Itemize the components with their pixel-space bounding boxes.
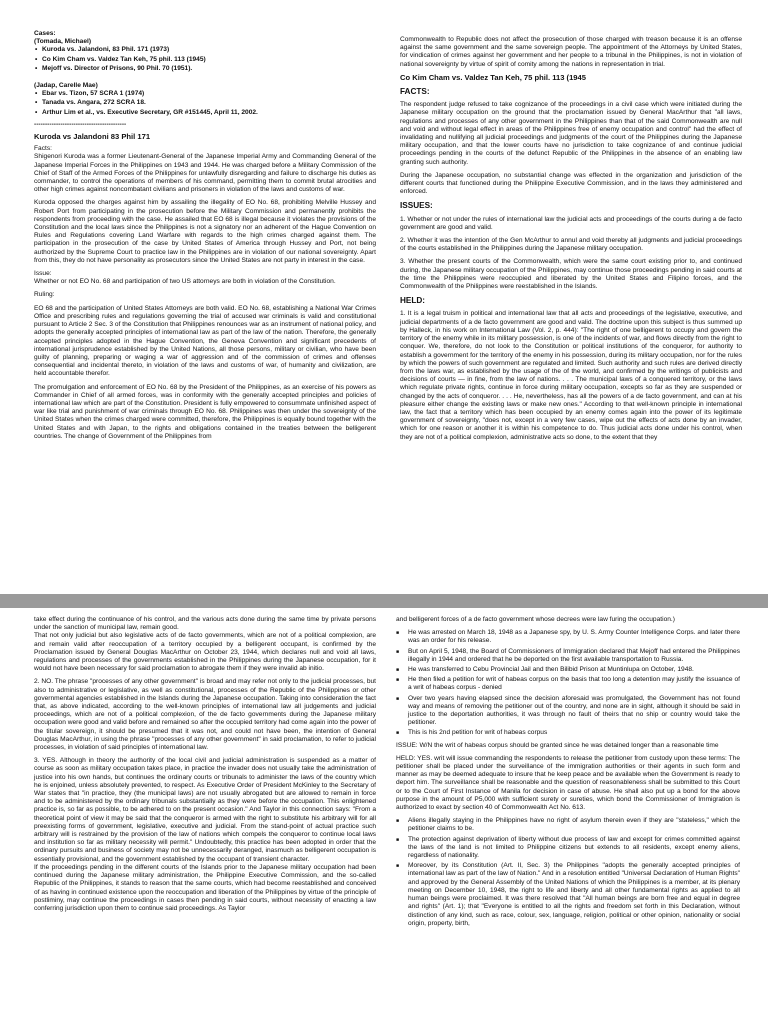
kuroda-case-title: Kuroda vs Jalandoni 83 Phil 171 [34, 132, 151, 142]
held-paragraph-2: 2. NO. The phrase "processes of any other government" is broad and may refer not only to the judicial processes, but also to administrative or legislative, as well as constitutional, processes of the Republic of the Philippines or other governmental agencies established in the Islands during the Japanese occupation. Taking into consideration the fact that, as above indicated, according to the well-known principles of international law all judgements and judicial proceedings, which are not of a political complexion, of the de facto governments during the Japanese military occupation were good and valid before and remained so after the occupied territory had come again into the power of the titular sovereign, it should be presumed that it was not, and could not have been, the intention of General Douglas MacArthur, in using the phrase "processes of any other government" in said proclamation, to refer to judicial processes, in violation of said principles of international law. [34, 678, 376, 752]
facts-paragraph: The respondent judge refused to take cognizance of the proceedings in a civil case which were initiated during the Japanese military occupation on the ground that the proclamation issued by General MacArthur that "all laws, regulations and processes of any other government in the Philippines than that of the said Commonwealth are null and void and without legal effect in areas of the Philippines free of enemy occupation and control" had the effect of invalidating and nullifying all judicial proceedings and judgments of the court of the Philippines during the Japanese military occupation, and that the lower courts have no jurisdiction to take cognizance of and continue judicial proceedings pending in the courts of the defunct Republic of the Philippines in the absence of an enabling law granting such authority. [400, 101, 742, 166]
case-item: • Mejoff vs. Director of Prisons, 90 Phil. 70 (1951). [34, 65, 376, 73]
case-item: • Co Kim Cham vs. Valdez Tan Keh, 75 phil. 113 (1945) [34, 56, 376, 64]
issues-heading: ISSUES: [400, 201, 433, 211]
held-heading: HELD: [400, 296, 426, 306]
case-item: • Ebar vs. Tizon, 57 SCRA 1 (1974) [34, 90, 376, 98]
held-bullet: ■ Aliens illegally staying in the Philippines have no right of asylum therein even if they are "stateless," which the petitioner claims to be. [396, 817, 740, 833]
issue-text: Whether or not EO No. 68 and participation of two US attorneys are both in violation of the Constitution. [34, 278, 336, 286]
continued-paragraph: Commonwealth to Republic does not affect the prosecution of those charged with treason because it is an offense against the same government and the same sovereign people. The appointment of the Attorneys by United States, for vindication of crimes against her government and her people to a tribunal in the Philippines, is not in violation of national sovereignty by virtue of spirit of comity among the nations in representation in trial. [400, 36, 742, 68]
held-paragraph-3: 3. YES. Although in theory the authority of the local civil and judicial administration is suspended as a matter of course as soon as military occupation takes place, in practice the invader does not usually take the administration of justice into his own hands, but continues the ordinary courts or tribunals to administer the laws of the country which he is enjoined, unless absolutely prevented, to respect. As Executive Order of President McKinley to the Secretary of War states that "in practice, they (the municipal laws) are not usually abrogated but are allowed to remain in force and to be administered by the ordinary tribunals substantially as they were before the occupation. This enlightened practice is, so far as possible, to be adhered to on the present occasion." And Taylor in this connection says: "From a theoretical point of view it may be said that the conqueror is armed with the right to substitute his arbitrary will for all preexisting forms of government, legislative, executive and judicial. From the stand-point of actual practice such arbitrary will is restrained by the provision of the law of nations which compels the conqueror to continue local laws and institution so far as military necessity will permit." Undoubtedly, this practice has been adopted in order that the ordinary pursuits and business of society may not be unnecessarily deranged, inasmuch as belligerent occupation is essentially provisional, and the government established by the occupant of transient character. If the proceedings pending in the different courts of the Islands prior to the Japanese military occupation had been continued during the Japanese military administration, the Philippine Executive Commission, and the so-called Republic of the Philippines, it stands to reason that the same courts, which had become reestablished and conceived of as having in continued existence upon the reoccupation and liberation of the Philippines by virtue of the principle of postliminy, may continue the proceedings in cases then pending in said courts, without necessity of enacting a law conferring jurisdiction upon them to continue said proceedings. As Taylor [34, 757, 376, 912]
fact-bullet: ■ This is his 2nd petition for writ of habeas corpus [396, 729, 740, 737]
page-divider [0, 594, 768, 608]
issue-item: 3. Whether the present courts of the Commonwealth, which were the same court existing prior to, and continued during, the Japanese military occupation of the Philippines, may continue those proceedings pending in said courts at the time the Philippines were reoccupied and liberated by the United States and Filipino forces, and the Commonwealth of the Philippines were reestablished in the Islands. [400, 258, 742, 291]
separator-line: ------------------------------------------ [34, 120, 127, 128]
held-bullet: ■ Moreover, by its Constitution (Art. II, Sec. 3) the Philippines "adopts the generally accepted principles of international law as part of the law of Nation." And in a resolution entitled "Universal Declaration of Human Rights" and approved by the General Assembly of the United Nations of which the Philippines is a member, at its plenary meeting on December 10, 1948, the right to life and liberty and all other fundamental rights as applied to all human beings were proclaimed. It was there resolved that "All human beings are born free and equal in degree and rights" (Art. 1); that "Everyone is entitled to all the rights and freedom set forth in this Declaration, without distinction of any kind, such as race, colour, sex, language, religion, political or other opinion, nationality or social origin, property, birth, [396, 862, 740, 928]
held-paragraph: HELD: YES. writ will issue commanding the respondents to release the petitioner from custody upon these terms: The petitioner shall be placed under the surveillance of the immigration authorities or their agents in such form and manner as may be deemed adequate to insure that he keep peace and be available when the Government is ready to deport him. The surveillance shall be reasonable and the question of reasonableness shall be submitted to this Court or to the Court of First Instance of Manila for decision in case of abuse. He shall also put up a bond for the above purpose in the amount of P5,000 with sufficient surety or sureties, which bond the Commissioner of Immigration is authorized to exact by section 40 of Commonwealth Act No. 613. [396, 754, 740, 812]
fact-bullet: ■ He was transferred to Cebu Provincial Jail and then Bilibid Prison at Muntinlupa on October, 1948. [396, 666, 740, 674]
document-page-bottom [0, 608, 768, 1024]
group1-case-list [34, 46, 376, 73]
left-column-bottom [34, 616, 376, 918]
ruling-paragraph: The promulgation and enforcement of EO No. 68 by the President of the Philippines, as an exercise of his powers as Commander in Chief of all armed forces, was in conformity with the generally accepted principles and policies of international law which are part of the Constitution. President is fully empowered to consummate unfinished aspect of war like trial and punishment of war criminals through EO No. 68. Philippines was then under the sovereignty of the United States when the crimes charged were committed, therefore, the Philippines is equally bound together with the United States and with Japan, to the rights and obligations contained in the treaties between the belligerent countries. The change of Government of the Philippines from [34, 383, 376, 440]
fact-bullet: ■ But on April 5, 1948, the Board of Commissioners of Immigration declared that Mejoff had entered the Philippines illegally in 1944 and ordered that he be deported on the first available transportation to Russia. [396, 648, 740, 664]
facts-bullet-list [396, 629, 740, 737]
case-item: • Kuroda vs. Jalandoni, 83 Phil. 171 (1973) [34, 46, 376, 54]
group1-name: (Tomada, Michael) [34, 38, 92, 46]
case-item: • Arthur Lim et al., vs. Executive Secretary, GR #151445, April 11, 2002. [34, 109, 376, 117]
facts-heading: FACTS: [400, 87, 430, 97]
facts-paragraph: Kuroda opposed the charges against him by assailing the illegality of EO No. 68, prohibiting Melville Hussey and Robert Port from participating in the prosecution before the Military Commission and permanently prohibits the respondents from proceeding with the case. He assailed that EO 68 is illegal because it violates the provisions of the Constitution and the local laws since the Philippines is not a signatory nor an adherent of the Hague Convention on Rules and Regulations covering Land Warfare with regards to the high crimes charged against them. The participation in the prosecution of the case by United States of America through Hussey and Port, not being authorized by the Supreme Court to practice law in the Philippines are in violation of our national sovereignty. Apart from this, they do not have personality as prosecutors since the United States are not party in interest in the case. [34, 199, 376, 264]
fact-bullet: ■ Over two years having elapsed since the decision aforesaid was promulgated, the Government has not found way and means of removing the petitioner out of the country, and none are in sight, although it should be said in justice to the deportation authorities, it was through no fault of theirs that no ship or country would take the petitioner. [396, 695, 740, 728]
facts-paragraph: Shigenori Kuroda was a former Lieutenant-General of the Japanese Imperial Army and Commanding General of the Japanese Imperial Forces in the Philippines on 1943 and 1944. He was charged before a Military Commission of the Chief of Staff of the Armed Forces of the Philippines for unlawfully disregarding and failure to discharge his duties as commander, to control the operations of members of his command, permitting them to commit brutal atrocities and other high crimes against noncombatant civilians and prisoners in violation of the laws and customs of war. [34, 153, 376, 194]
fact-bullet: ■ He was arrested on March 18, 1948 as a Japanese spy, by U. S. Army Counter Intelligence Corps. and later there was an order for his release. [396, 629, 740, 645]
case-item: • Tanada vs. Angara, 272 SCRA 18. [34, 99, 376, 107]
continued-paragraph: take effect during the continuance of his control, and the various acts done during the same time by private persons under the sanction of municipal law, remain good. That not only judicial but also legislative acts of de facto governments, which are not of a political complexion, are and remain valid after reoccupation of a territory occupied by a belligerent occupant, is confirmed by the Proclamation issued by General Douglas MacArthur on October 23, 1944, which declares null and void all laws, regulations and processes of the governments established in the Philippines during the Japanese occupation, for it would not have been necessary for said proclamation to abrogate them if they were invalid ab initio. [34, 616, 376, 673]
issue-text: ISSUE: W/N the writ of habeas corpus should be granted since he was detained longer than a reasonable time [396, 741, 719, 749]
held-bullet-list [396, 817, 740, 928]
group2-name: (Jadap, Carelle Mae) [34, 82, 98, 90]
held-bullet: ■ The protection against deprivation of liberty without due process of law and except for crimes committed against the laws of the land is not limited to Philippine citizens but extends to all residents, except enemy aliens, regardless of nationality. [396, 836, 740, 861]
facts-paragraph: During the Japanese occupation, no substantial change was effected in the organization and jurisdiction of the different courts that functioned during the Philippine Executive Commission, and in the laws they administered and enforced. [400, 171, 742, 196]
continued-paragraph: and belligerent forces of a de facto government whose decrees were law furing the occupation.) [396, 616, 675, 623]
ruling-paragraph: EO 68 and the participation of United States Attorneys are both valid. EO No. 68, establishing a National War Crimes Office and prescribing rules and regulations governing the trial of accused war criminals is valid and constitutional pursuant to Article 2 Sec. 3 of the Constitution that Philippines renounces war as an instrument of national policy, and adopts the generally accepted principles of international law as part of the law of the nation. Therefore, the generally accepted principles adopted in the Hague Convention, the Geneva Convention and significant precedents of international jurisprudence established by the United Nations, all those persons, military or civilian, who have been guilty of planning, preparing or waging a war of aggression and of the commission of crimes and offenses consequential and incidental thereto, in violation of the laws and customs of war, of humanity and civilization, are held accountable therefor. [34, 304, 376, 378]
ruling-label: Ruling: [34, 291, 55, 299]
facts-label: Facts: [34, 145, 52, 153]
issue-item: 2. Whether it was the intention of the Gen McArthur to annul and void thereby all judgments and judicial proceedings of the courts established in the Philippines during the Japanese military occupation. [400, 237, 742, 253]
cokim-case-title: Co Kim Cham vs. Valdez Tan Keh, 75 phil. 113 (1945 [400, 72, 586, 82]
right-column-top [400, 36, 742, 447]
left-column-top [34, 30, 376, 446]
issue-label: Issue: [34, 270, 52, 278]
right-column-bottom [396, 616, 740, 932]
held-paragraph: 1. It is a legal truism in political and international law that all acts and proceedings of the legislative, executive, and judicial departments of a de facto government are good and valid. The doctrine upon this subject is thus summed up by Halleck, in his work on International Law (Vol. 2, p. 444): "The right of one belligerent to occupy and govern the territory of the enemy while in its military possession, is one of the incidents of war, and flows directly from the right to conquer. We, therefore, do not look to the Constitution or political institutions of the conqueror, for authority to establish a government for the territory of the enemy in his possession, during its military occupation, nor for the rules by which the powers of such government are regulated and limited. Such authority and such rules are derived directly from the laws war, as established by the usage of the of the world, and confirmed by the writings of publicists and decisions of courts — in fine, from the law of nations. . . . The municipal laws of a conquered territory, or the laws which regulate private rights, continue in force during military occupation, excepts so far as they are suspended or changed by the acts of conqueror. . . . He, nevertheless, has all the powers of a de facto government, and can at his pleasure either change the existing laws or make new ones." According to that well-known principle in international law, the fact that a territory which has been occupied by an enemy comes again into the power of its legitimate government of sovereignty, "does not, except in a very few cases, wipe out the effects of acts done by an invader, which for one reason or another it is within his competence to do. Thus judicial acts done under his control, when they are not of a political complexion, administrative acts so done, to the extent that they [400, 310, 742, 441]
cases-label: Cases: [34, 30, 56, 37]
issue-item: 1. Whether or not under the rules of international law the judicial acts and proceedings of the courts during a de facto government are good and valid. [400, 215, 742, 231]
group2-case-list [34, 90, 376, 117]
fact-bullet: ■ He then filed a petition for writ of habeas corpus on the basis that too long a detention may justify the issuance of a writ of habeas corpus - denied [396, 676, 740, 692]
